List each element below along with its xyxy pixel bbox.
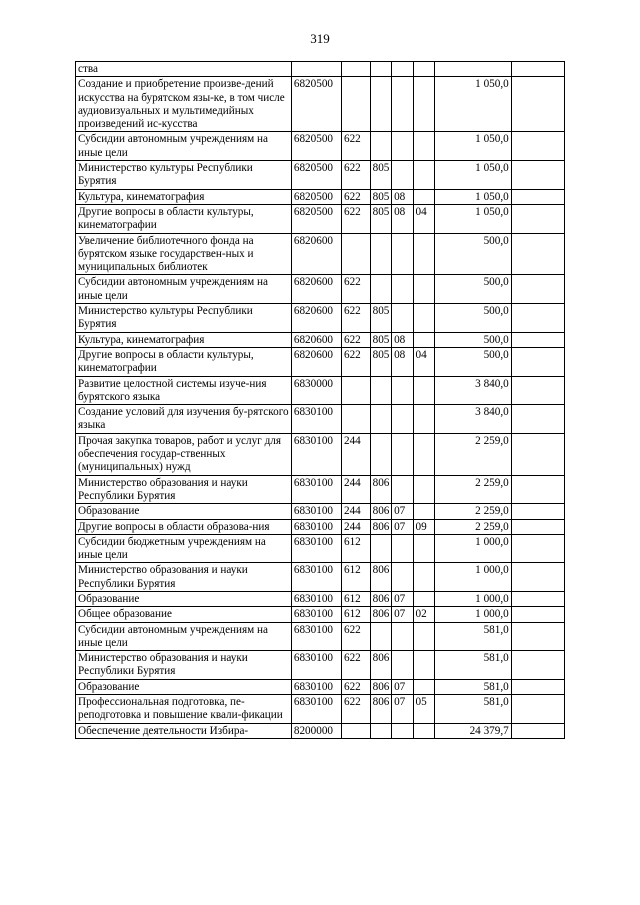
ministry-code-cell: 806	[370, 519, 391, 534]
ministry-code-cell	[370, 622, 391, 651]
subsection-code-cell	[413, 233, 434, 275]
expense-type-code-cell: 622	[341, 132, 370, 161]
table-row	[76, 376, 565, 405]
section-code-cell: 07	[392, 519, 413, 534]
ministry-code-cell: 806	[370, 695, 391, 724]
subsection-code-cell	[413, 332, 434, 347]
table-row	[76, 504, 565, 519]
amount-cell: 500,0	[435, 275, 512, 304]
table-row	[76, 433, 565, 475]
expense-type-code-cell: 244	[341, 433, 370, 475]
empty-cell	[511, 204, 564, 233]
ministry-code-cell	[370, 62, 391, 77]
table-row	[76, 161, 565, 190]
subsection-code-cell: 05	[413, 695, 434, 724]
empty-cell	[511, 651, 564, 680]
subsection-code-cell	[413, 132, 434, 161]
expense-name-cell: Культура, кинематография	[76, 189, 292, 204]
target-article-code-cell: 6830100	[291, 519, 341, 534]
expense-name-cell: Создание и приобретение произве-дений искусства на бурятском язы-ке, в том числе аудиовизуальных и мультимедийных произведений ис-кусства	[76, 77, 292, 132]
section-code-cell: 08	[392, 332, 413, 347]
subsection-code-cell	[413, 475, 434, 504]
subsection-code-cell	[413, 679, 434, 694]
empty-cell	[511, 591, 564, 606]
expense-type-code-cell: 612	[341, 607, 370, 622]
subsection-code-cell: 04	[413, 204, 434, 233]
table-row	[76, 622, 565, 651]
empty-cell	[511, 695, 564, 724]
expense-name-cell: Обеспечение деятельности Избира-	[76, 723, 292, 738]
ministry-code-cell	[370, 534, 391, 563]
section-code-cell	[392, 534, 413, 563]
empty-cell	[511, 161, 564, 190]
section-code-cell	[392, 161, 413, 190]
table-row	[76, 62, 565, 77]
expense-type-code-cell: 622	[341, 651, 370, 680]
expense-name-cell: Общее образование	[76, 607, 292, 622]
section-code-cell	[392, 651, 413, 680]
empty-cell	[511, 433, 564, 475]
expense-type-code-cell: 622	[341, 304, 370, 333]
page-number: 319	[310, 31, 330, 46]
target-article-code-cell: 6830100	[291, 475, 341, 504]
section-code-cell: 07	[392, 679, 413, 694]
empty-cell	[511, 622, 564, 651]
target-article-code-cell: 6830100	[291, 405, 341, 434]
section-code-cell: 08	[392, 347, 413, 376]
subsection-code-cell	[413, 62, 434, 77]
amount-cell: 1 000,0	[435, 534, 512, 563]
empty-cell	[511, 304, 564, 333]
expense-name-cell: Министерство культуры Республики Бурятия	[76, 161, 292, 190]
amount-cell: 581,0	[435, 695, 512, 724]
table-row	[76, 607, 565, 622]
empty-cell	[511, 534, 564, 563]
expense-name-cell: Субсидии бюджетным учреждениям на иные цели	[76, 534, 292, 563]
section-code-cell	[392, 62, 413, 77]
target-article-code-cell: 6820500	[291, 77, 341, 132]
empty-cell	[511, 233, 564, 275]
expense-type-code-cell: 622	[341, 622, 370, 651]
target-article-code-cell: 6830100	[291, 504, 341, 519]
amount-cell: 1 050,0	[435, 161, 512, 190]
subsection-code-cell	[413, 304, 434, 333]
section-code-cell: 07	[392, 591, 413, 606]
expense-name-cell: Другие вопросы в области культуры, кинематографии	[76, 204, 292, 233]
section-code-cell	[392, 77, 413, 132]
expense-name-cell: Другие вопросы в области образова-ния	[76, 519, 292, 534]
ministry-code-cell: 806	[370, 607, 391, 622]
empty-cell	[511, 679, 564, 694]
expense-name-cell: ства	[76, 62, 292, 77]
subsection-code-cell	[413, 534, 434, 563]
target-article-code-cell: 6830100	[291, 679, 341, 694]
expense-type-code-cell	[341, 376, 370, 405]
amount-cell: 2 259,0	[435, 504, 512, 519]
expense-type-code-cell	[341, 62, 370, 77]
ministry-code-cell: 806	[370, 679, 391, 694]
amount-cell: 1 000,0	[435, 591, 512, 606]
expense-type-code-cell: 622	[341, 275, 370, 304]
ministry-code-cell: 806	[370, 591, 391, 606]
ministry-code-cell: 806	[370, 504, 391, 519]
target-article-code-cell: 6830100	[291, 607, 341, 622]
budget-table-body	[76, 62, 565, 739]
subsection-code-cell	[413, 723, 434, 738]
section-code-cell: 07	[392, 504, 413, 519]
expense-type-code-cell: 622	[341, 204, 370, 233]
amount-cell: 500,0	[435, 304, 512, 333]
target-article-code-cell: 6830100	[291, 563, 341, 592]
ministry-code-cell	[370, 275, 391, 304]
amount-cell: 1 050,0	[435, 132, 512, 161]
subsection-code-cell: 04	[413, 347, 434, 376]
ministry-code-cell: 805	[370, 204, 391, 233]
section-code-cell	[392, 563, 413, 592]
section-code-cell	[392, 233, 413, 275]
ministry-code-cell	[370, 132, 391, 161]
section-code-cell	[392, 275, 413, 304]
amount-cell: 581,0	[435, 651, 512, 680]
empty-cell	[511, 475, 564, 504]
empty-cell	[511, 347, 564, 376]
section-code-cell: 07	[392, 695, 413, 724]
section-code-cell: 08	[392, 189, 413, 204]
target-article-code-cell: 6830100	[291, 622, 341, 651]
amount-cell: 3 840,0	[435, 376, 512, 405]
empty-cell	[511, 607, 564, 622]
table-row	[76, 332, 565, 347]
expense-name-cell: Субсидии автономным учреждениям на иные цели	[76, 275, 292, 304]
table-row	[76, 77, 565, 132]
target-article-code-cell: 6820500	[291, 161, 341, 190]
expense-type-code-cell	[341, 77, 370, 132]
ministry-code-cell	[370, 405, 391, 434]
subsection-code-cell	[413, 275, 434, 304]
empty-cell	[511, 504, 564, 519]
target-article-code-cell: 6820600	[291, 275, 341, 304]
table-row	[76, 233, 565, 275]
subsection-code-cell	[413, 504, 434, 519]
ministry-code-cell: 806	[370, 475, 391, 504]
ministry-code-cell: 805	[370, 189, 391, 204]
expense-name-cell: Другие вопросы в области культуры, кинематографии	[76, 347, 292, 376]
amount-cell: 2 259,0	[435, 519, 512, 534]
expense-type-code-cell: 244	[341, 519, 370, 534]
expense-type-code-cell: 622	[341, 679, 370, 694]
table-row	[76, 679, 565, 694]
expense-name-cell: Культура, кинематография	[76, 332, 292, 347]
target-article-code-cell: 6830100	[291, 591, 341, 606]
table-row	[76, 304, 565, 333]
ministry-code-cell	[370, 77, 391, 132]
section-code-cell: 07	[392, 607, 413, 622]
empty-cell	[511, 563, 564, 592]
ministry-code-cell	[370, 723, 391, 738]
table-row	[76, 405, 565, 434]
section-code-cell	[392, 405, 413, 434]
target-article-code-cell: 6820600	[291, 304, 341, 333]
expense-name-cell: Создание условий для изучения бу-рятского языка	[76, 405, 292, 434]
expense-name-cell: Субсидии автономным учреждениям на иные цели	[76, 622, 292, 651]
section-code-cell	[392, 622, 413, 651]
table-row	[76, 563, 565, 592]
subsection-code-cell	[413, 433, 434, 475]
empty-cell	[511, 376, 564, 405]
empty-cell	[511, 332, 564, 347]
amount-cell: 581,0	[435, 622, 512, 651]
table-row	[76, 723, 565, 738]
empty-cell	[511, 405, 564, 434]
expense-name-cell: Развитие целостной системы изуче-ния бурятского языка	[76, 376, 292, 405]
amount-cell: 2 259,0	[435, 475, 512, 504]
target-article-code-cell: 8200000	[291, 723, 341, 738]
amount-cell: 3 840,0	[435, 405, 512, 434]
ministry-code-cell	[370, 233, 391, 275]
subsection-code-cell	[413, 189, 434, 204]
target-article-code-cell: 6820600	[291, 347, 341, 376]
section-code-cell	[392, 723, 413, 738]
amount-cell: 500,0	[435, 347, 512, 376]
expense-type-code-cell	[341, 723, 370, 738]
amount-cell: 24 379,7	[435, 723, 512, 738]
expense-type-code-cell	[341, 233, 370, 275]
expense-name-cell: Министерство образования и науки Республики Бурятия	[76, 563, 292, 592]
table-row	[76, 347, 565, 376]
empty-cell	[511, 275, 564, 304]
expense-type-code-cell: 622	[341, 332, 370, 347]
amount-cell: 1 050,0	[435, 204, 512, 233]
expense-type-code-cell: 622	[341, 161, 370, 190]
ministry-code-cell: 805	[370, 347, 391, 376]
empty-cell	[511, 132, 564, 161]
ministry-code-cell: 806	[370, 651, 391, 680]
expense-name-cell: Прочая закупка товаров, работ и услуг для обеспечения государ-ственных (муниципальных) нужд	[76, 433, 292, 475]
ministry-code-cell: 805	[370, 332, 391, 347]
target-article-code-cell: 6830000	[291, 376, 341, 405]
ministry-code-cell	[370, 433, 391, 475]
target-article-code-cell: 6820500	[291, 132, 341, 161]
target-article-code-cell: 6820500	[291, 189, 341, 204]
ministry-code-cell	[370, 376, 391, 405]
expense-name-cell: Образование	[76, 591, 292, 606]
subsection-code-cell	[413, 591, 434, 606]
expense-name-cell: Образование	[76, 504, 292, 519]
subsection-code-cell: 09	[413, 519, 434, 534]
empty-cell	[511, 77, 564, 132]
subsection-code-cell	[413, 651, 434, 680]
target-article-code-cell: 6820600	[291, 233, 341, 275]
table-row	[76, 132, 565, 161]
expense-name-cell: Увеличение библиотечного фонда на бурятском языке государствен-ных и муниципальных библиотек	[76, 233, 292, 275]
ministry-code-cell: 805	[370, 161, 391, 190]
subsection-code-cell	[413, 622, 434, 651]
expense-name-cell: Профессиональная подготовка, пе-реподготовка и повышение квали-фикации	[76, 695, 292, 724]
section-code-cell	[392, 132, 413, 161]
target-article-code-cell: 6830100	[291, 651, 341, 680]
target-article-code-cell: 6820600	[291, 332, 341, 347]
amount-cell: 2 259,0	[435, 433, 512, 475]
amount-cell: 581,0	[435, 679, 512, 694]
expense-type-code-cell: 622	[341, 695, 370, 724]
section-code-cell: 08	[392, 204, 413, 233]
expense-name-cell: Субсидии автономным учреждениям на иные цели	[76, 132, 292, 161]
table-row	[76, 534, 565, 563]
subsection-code-cell: 02	[413, 607, 434, 622]
subsection-code-cell	[413, 563, 434, 592]
section-code-cell	[392, 376, 413, 405]
table-row	[76, 275, 565, 304]
target-article-code-cell	[291, 62, 341, 77]
amount-cell: 1 000,0	[435, 563, 512, 592]
ministry-code-cell: 806	[370, 563, 391, 592]
amount-cell: 1 050,0	[435, 189, 512, 204]
table-row	[76, 475, 565, 504]
section-code-cell	[392, 475, 413, 504]
subsection-code-cell	[413, 161, 434, 190]
empty-cell	[511, 519, 564, 534]
expense-name-cell: Министерство образования и науки Республики Бурятия	[76, 651, 292, 680]
expense-type-code-cell	[341, 405, 370, 434]
table-row	[76, 695, 565, 724]
target-article-code-cell: 6820500	[291, 204, 341, 233]
expense-type-code-cell: 612	[341, 563, 370, 592]
expense-type-code-cell: 612	[341, 534, 370, 563]
ministry-code-cell: 805	[370, 304, 391, 333]
section-code-cell	[392, 433, 413, 475]
amount-cell: 500,0	[435, 233, 512, 275]
target-article-code-cell: 6830100	[291, 534, 341, 563]
empty-cell	[511, 723, 564, 738]
subsection-code-cell	[413, 405, 434, 434]
budget-table	[75, 61, 565, 739]
amount-cell: 500,0	[435, 332, 512, 347]
amount-cell: 1 050,0	[435, 77, 512, 132]
expense-type-code-cell: 622	[341, 347, 370, 376]
expense-type-code-cell: 622	[341, 189, 370, 204]
table-row	[76, 189, 565, 204]
section-code-cell	[392, 304, 413, 333]
table-row	[76, 651, 565, 680]
subsection-code-cell	[413, 376, 434, 405]
target-article-code-cell: 6830100	[291, 433, 341, 475]
expense-type-code-cell: 244	[341, 475, 370, 504]
table-row	[76, 519, 565, 534]
empty-cell	[511, 62, 564, 77]
expense-name-cell: Министерство культуры Республики Бурятия	[76, 304, 292, 333]
subsection-code-cell	[413, 77, 434, 132]
expense-name-cell: Министерство образования и науки Республики Бурятия	[76, 475, 292, 504]
target-article-code-cell: 6830100	[291, 695, 341, 724]
amount-cell	[435, 62, 512, 77]
expense-name-cell: Образование	[76, 679, 292, 694]
table-row	[76, 204, 565, 233]
empty-cell	[511, 189, 564, 204]
table-row	[76, 591, 565, 606]
expense-type-code-cell: 612	[341, 591, 370, 606]
expense-type-code-cell: 244	[341, 504, 370, 519]
amount-cell: 1 000,0	[435, 607, 512, 622]
